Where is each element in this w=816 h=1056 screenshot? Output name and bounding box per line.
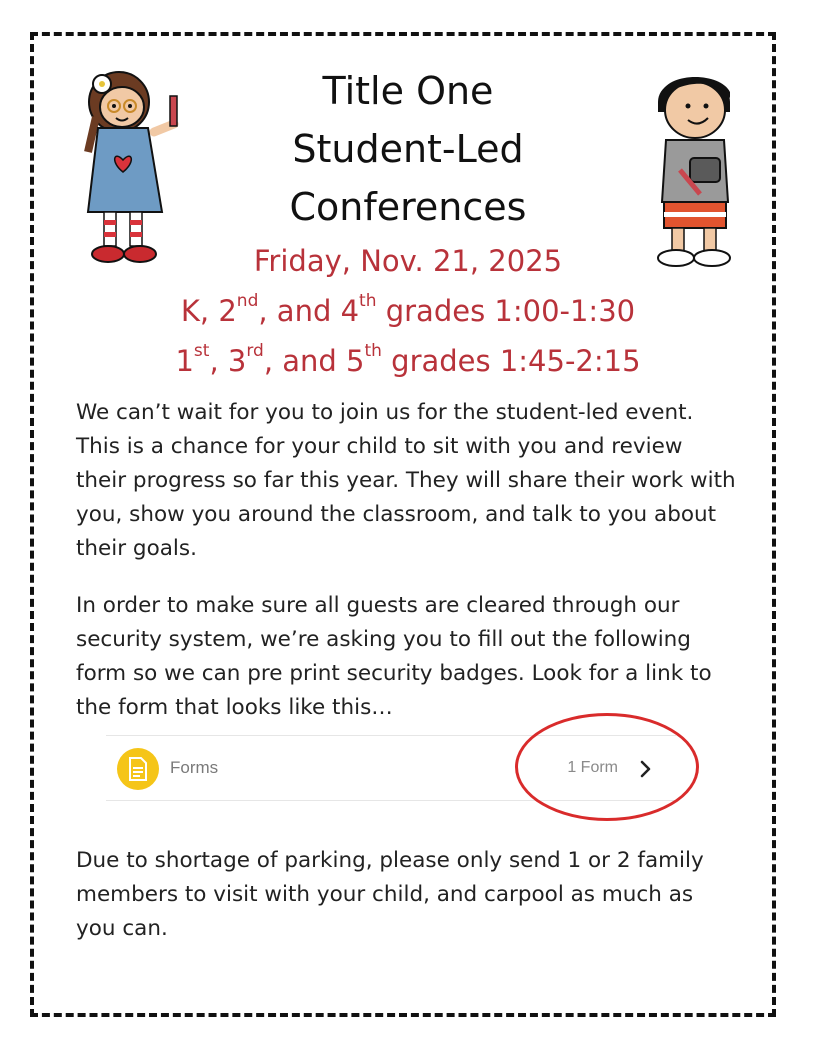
session-2-sup: st xyxy=(193,341,210,362)
event-date: Friday, Nov. 21, 2025 xyxy=(253,244,563,278)
session-1-text: , and 4 xyxy=(258,294,360,328)
session-2-sup: rd xyxy=(246,341,264,362)
forms-label: Forms xyxy=(170,758,219,777)
intro-paragraph: We can’t wait for you to join us for the student-led event. This is a chance for your child to sit with you and review their progress so far this year. They will share their work with you, show you around the classroom, and talk to you about their goals. xyxy=(76,400,736,561)
session-2-text: , and 5 xyxy=(263,344,365,378)
session-2-times xyxy=(0,336,816,386)
session-2-text: 1 xyxy=(175,344,194,378)
session-1-times xyxy=(0,286,816,336)
highlight-circle xyxy=(515,713,699,821)
session-1-text: K, 2 xyxy=(180,294,237,328)
event-details xyxy=(0,236,816,386)
session-1-sup: th xyxy=(359,291,377,312)
forms-count: 1 Form xyxy=(567,759,618,776)
parking-paragraph: Due to shortage of parking, please only send 1 or 2 family members to visit with your child, and carpool as much as you can. xyxy=(76,848,704,941)
session-2-text: , 3 xyxy=(209,344,247,378)
session-2-sup: th xyxy=(364,341,382,362)
session-1-sup: nd xyxy=(236,291,259,312)
page-title xyxy=(0,62,816,236)
title-line-1: Title One xyxy=(322,69,494,113)
title-line-3: Conferences xyxy=(289,185,527,229)
security-paragraph: In order to make sure all guests are cleared through our security system, we’re asking you to fill out the following form so we can pre print security badges. Look for a link to the form that looks like this… xyxy=(76,593,712,720)
title-line-2: Student-Led xyxy=(292,127,524,171)
document-icon xyxy=(117,748,159,790)
session-1-text: grades 1:00-1:30 xyxy=(376,294,636,328)
session-2-text: grades 1:45-2:15 xyxy=(381,344,641,378)
